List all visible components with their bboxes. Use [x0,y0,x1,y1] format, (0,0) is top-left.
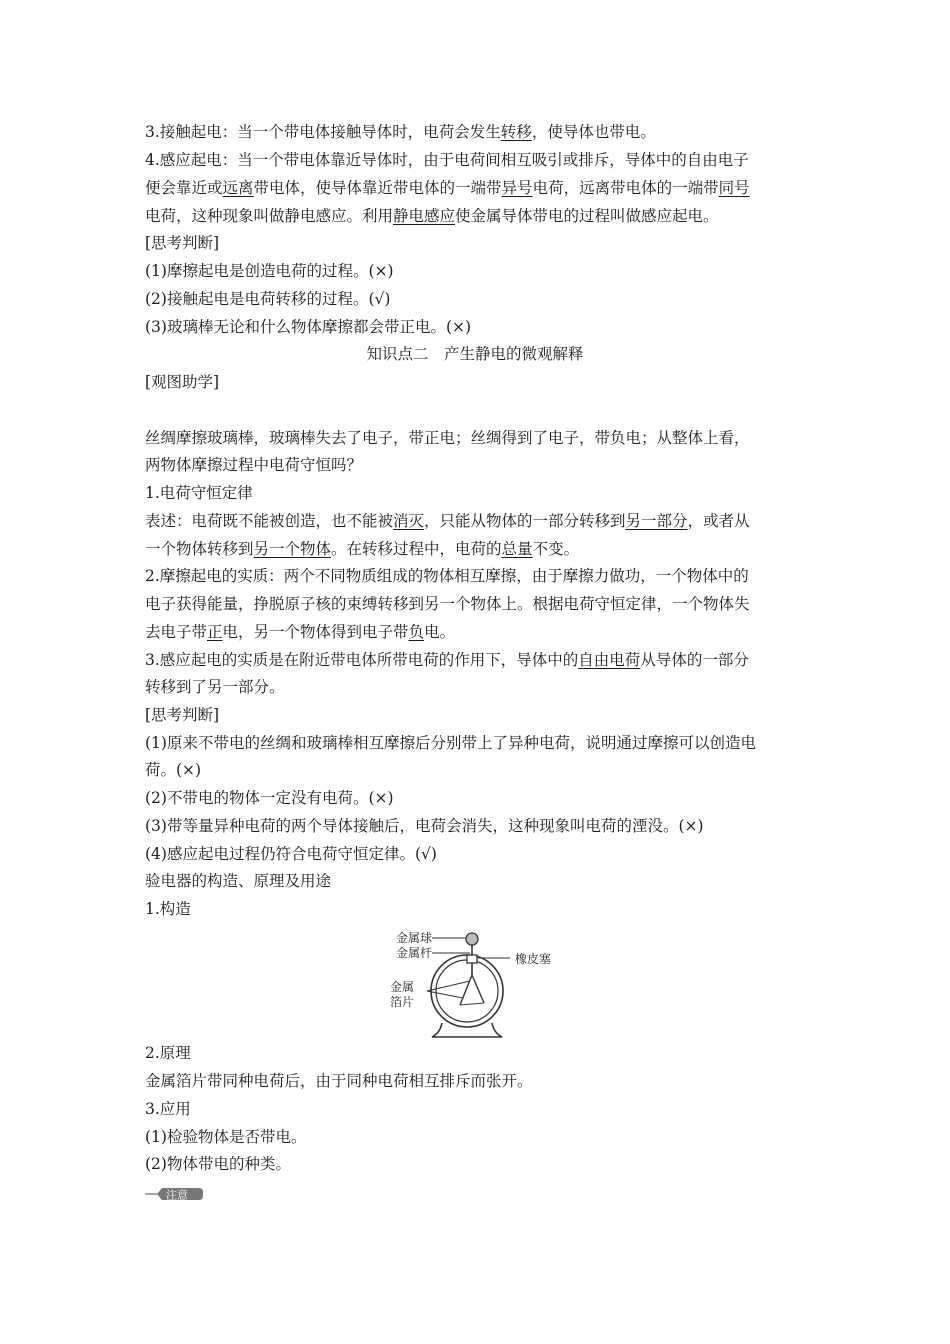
judgment-item: (4)感应起电过程仍符合电荷守恒定律。(√) [145,845,437,863]
label-metal-foil-1: 金属 [390,980,415,994]
text-line: (2)物体带电的种类。 [145,1155,291,1173]
metal-ball [466,933,478,945]
text-line: 电荷，这种现象叫做静电感应。利用静电感应使金属导体带电的过程叫做感应起电。 [145,207,719,225]
metal-foil-left [460,975,472,1005]
text-line: 3.接触起电：当一个带电体接触导体时，电荷会发生转移，使导体也带电。 [145,123,656,141]
subheading: 1.电荷守恒定律 [145,484,253,502]
electroscope-figure [380,925,580,1040]
judgment-item: (3)玻璃棒无论和什么物体摩擦都会带正电。(×) [145,318,472,336]
electroscope-jar-inner [436,960,498,1022]
underlined-answer: 自由电荷 [578,651,641,669]
label-metal-rod: 金属杆 [396,946,433,960]
judgment-item: 荷。(×) [145,761,202,779]
metal-foil-right [472,975,484,1003]
text-line: 去电子带正电，另一个物体得到电子带负电。 [145,623,456,641]
underlined-answer: 另一部分 [625,512,688,530]
section-label: [思考判断] [145,706,220,724]
section-heading: 知识点二 产生静电的微观解释 [366,345,584,363]
text-line: 丝绸摩擦玻璃棒，玻璃棒失去了电子，带正电；丝绸得到了电子，带负电；从整体上看， [145,429,750,447]
text-line: 3.感应起电的实质是在附近带电体所带电荷的作用下，导体中的自由电荷从导体的一部分 [145,651,749,669]
label-metal-ball: 金属球 [396,931,433,945]
label-metal-foil-2: 箔片 [390,995,415,1009]
judgment-item: (2)接触起电是电荷转移的过程。(√) [145,290,391,308]
text-line: 便会靠近或远离带电体，使导体靠近带电体的一端带异号电荷，远离带电体的一端带同号 [145,179,750,197]
text-line: (1)检验物体是否带电。 [145,1128,307,1146]
underlined-answer: 异号 [501,179,533,197]
text-line: 两物体摩擦过程中电荷守恒吗？ [145,456,363,474]
underlined-answer: 正 [207,623,223,641]
text-line: 表述：电荷既不能被创造，也不能被消灭，只能从物体的一部分转移到另一部分，或者从 [145,512,750,530]
note-badge [145,1185,205,1203]
subheading: 3.应用 [145,1100,191,1118]
electroscope-jar-outer [431,955,503,1027]
text-line: 2.摩擦起电的实质：两个不同物质组成的物体相互摩擦，由于摩擦力做功，一个物体中的 [145,567,749,585]
section-label: [观图助学] [145,373,220,391]
text-line: 一个物体转移到另一个物体。在转移过程中，电荷的总量不变。 [145,540,580,558]
electroscope-base [432,1023,502,1037]
judgment-item: (2)不带电的物体一定没有电荷。(×) [145,789,394,807]
underlined-answer: 远离 [222,179,254,197]
underlined-answer: 静电感应 [393,207,456,225]
text-line: 金属箔片带同种电荷后，由于同种电荷相互排斥而张开。 [145,1072,533,1090]
section-label: [思考判断] [145,234,220,252]
underlined-answer: 总量 [501,540,533,558]
underlined-answer: 负 [408,623,425,641]
judgment-item: (3)带等量异种电荷的两个导体接触后，电荷会消失，这种现象叫电荷的湮没。(×) [145,817,704,835]
judgment-item: (1)摩擦起电是创造电荷的过程。(×) [145,262,394,280]
text-line: 电子获得能量，挣脱原子核的束缚转移到另一个物体上。根据电荷守恒定律，一个物体失 [145,595,750,613]
text-line: 4.感应起电：当一个带电体靠近导体时，由于电荷间相互吸引或排斥，导体中的自由电子 [145,151,749,169]
subheading: 1.构造 [145,900,191,918]
underlined-answer: 消灭 [393,512,425,530]
subheading: 2.原理 [145,1044,191,1062]
note-badge-label: 注意 [166,1188,188,1202]
subheading: 验电器的构造、原理及用途 [145,872,332,890]
rubber-stopper [467,955,477,963]
underlined-answer: 转移 [500,123,532,141]
label-rubber-stopper: 橡皮塞 [515,952,552,966]
judgment-item: (1)原来不带电的丝绸和玻璃棒相互摩擦后分别带上了异种电荷，说明通过摩擦可以创造电 [145,734,756,752]
underlined-answer: 另一个物体 [253,540,332,558]
underlined-answer: 同号 [718,179,750,197]
text-line: 转移到了另一部分。 [145,678,285,696]
